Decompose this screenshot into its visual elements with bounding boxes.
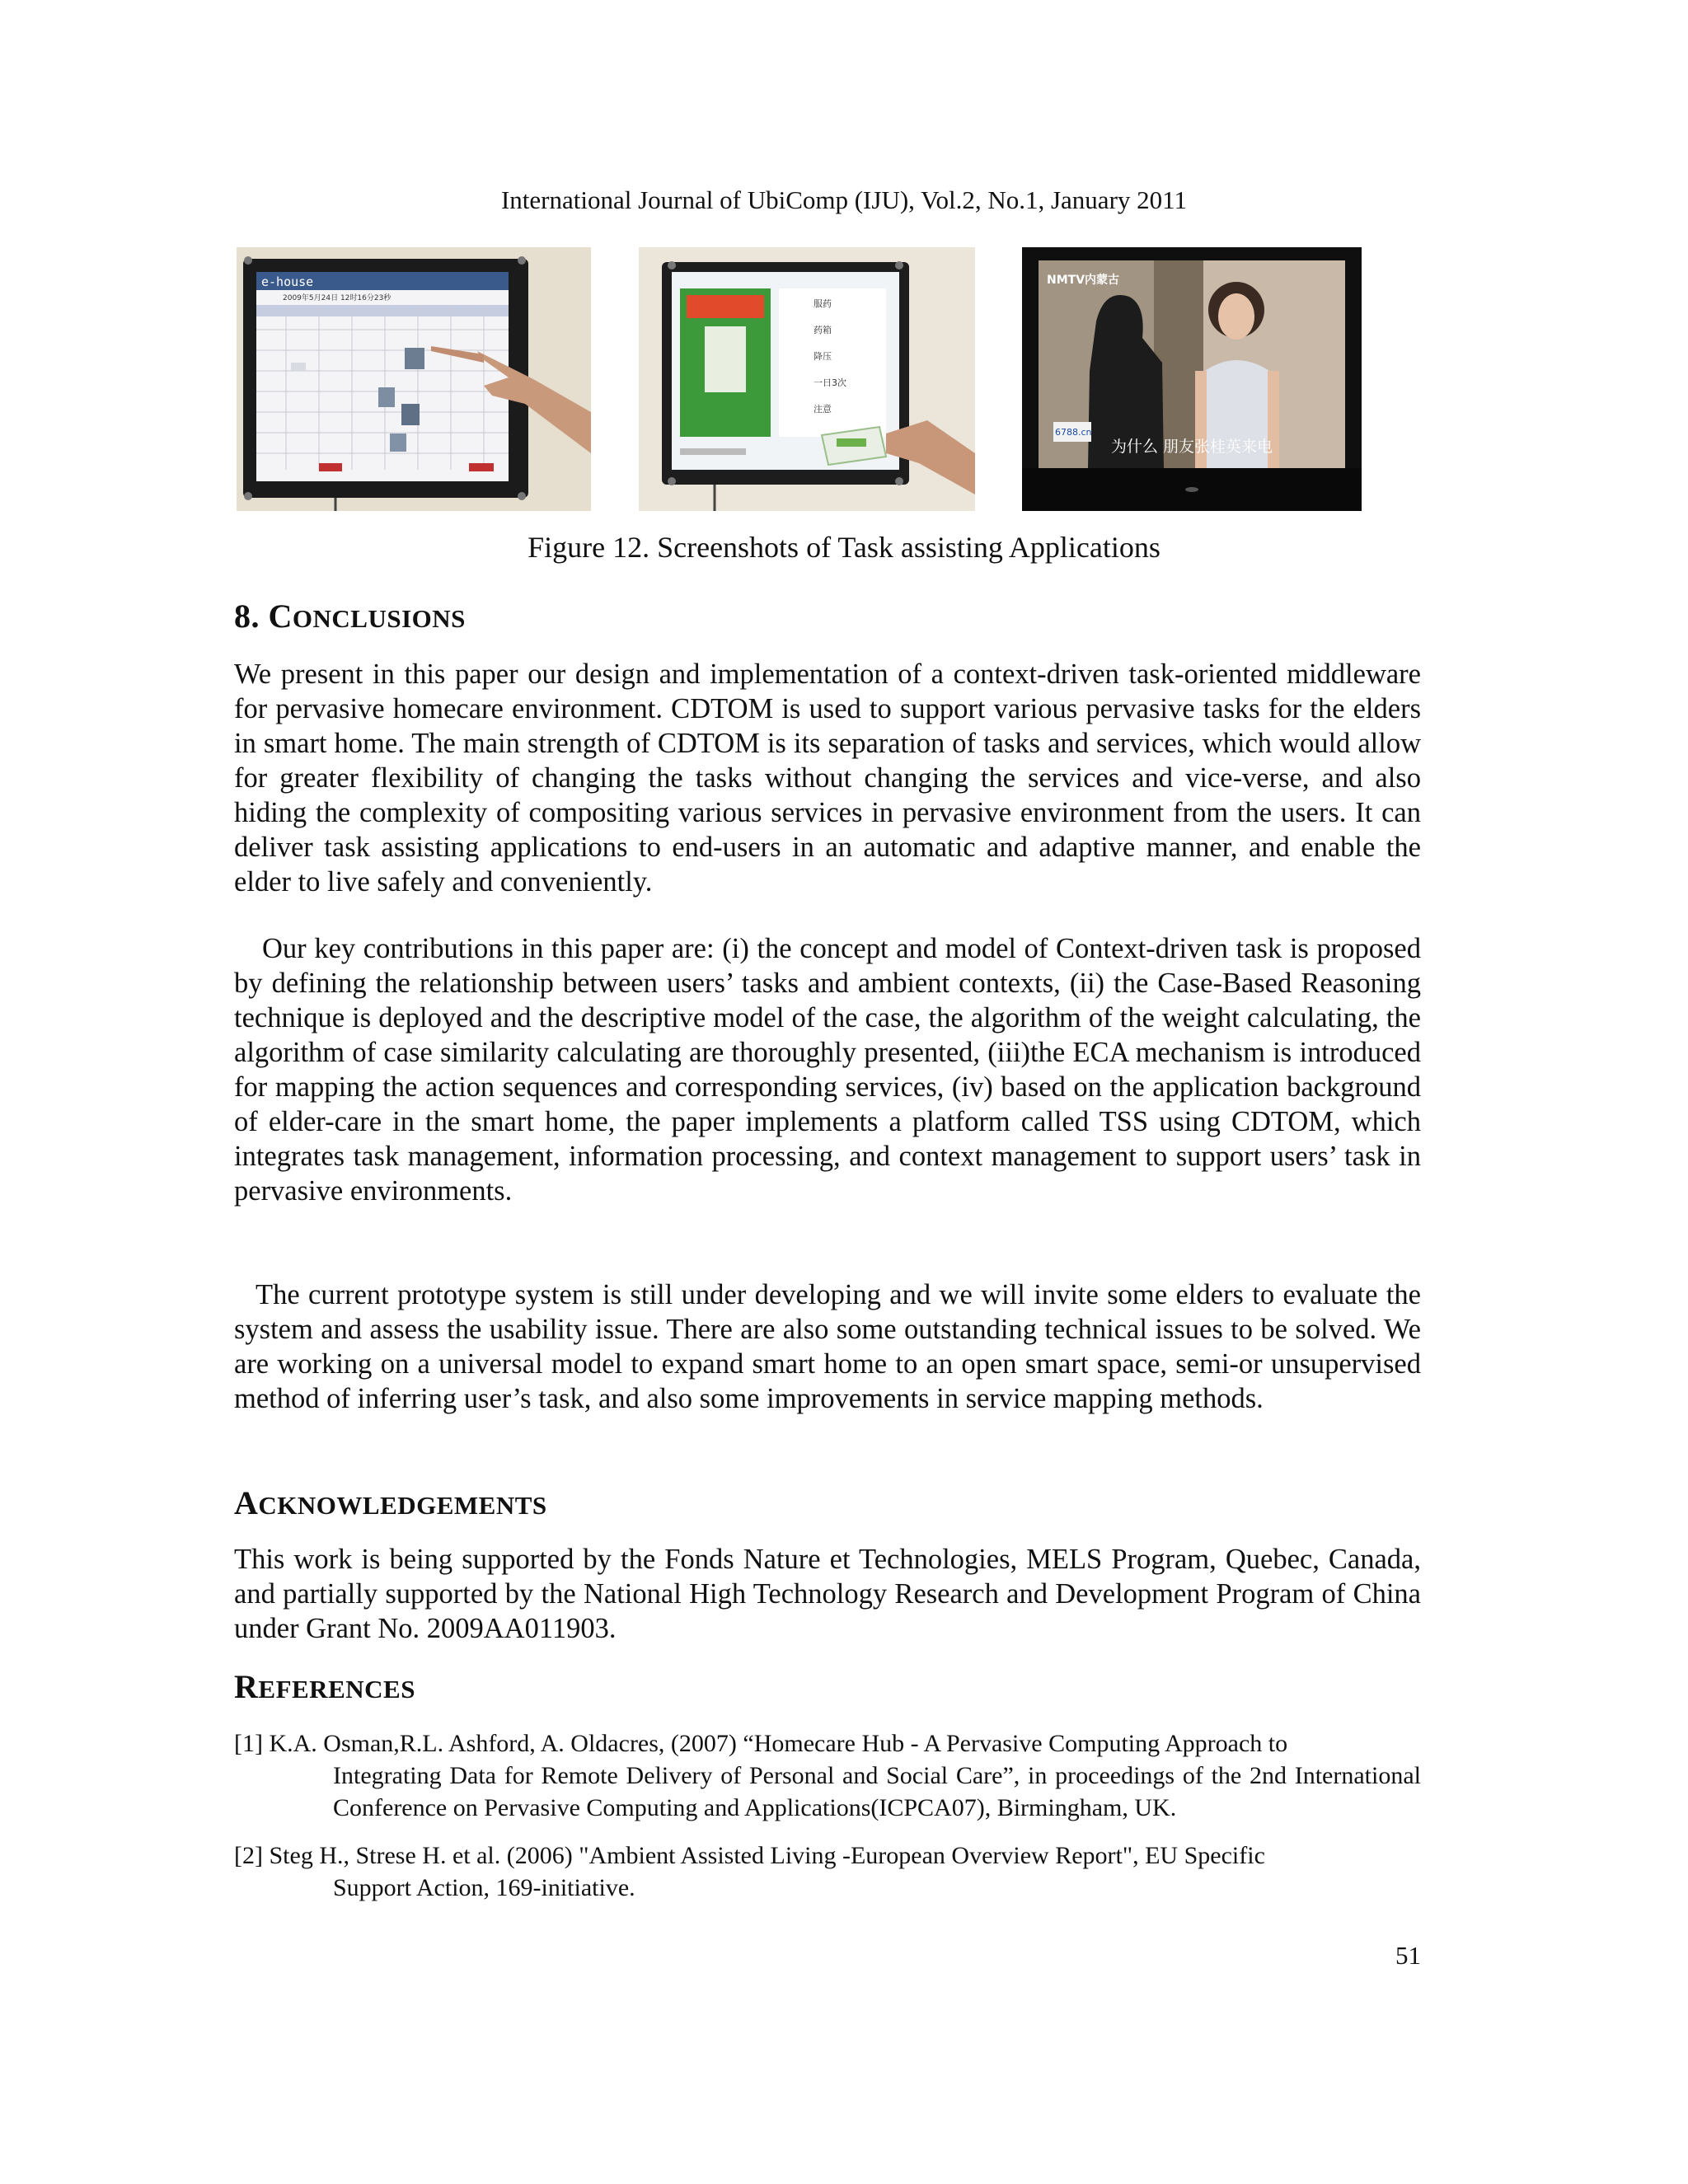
photo3-subtitle: 为什么 朋友张桂英来电 bbox=[1111, 438, 1273, 456]
photo2-label-4: 一日3次 bbox=[814, 377, 846, 388]
reference-2 bbox=[234, 1840, 1421, 1904]
photo-calendar-drawing bbox=[237, 247, 591, 511]
acknowledgements-heading-first: A bbox=[234, 1484, 259, 1521]
photo2-label-3: 降压 bbox=[814, 351, 832, 362]
photo1-screen-date: 2009年5月24日 12时16分23秒 bbox=[283, 294, 392, 302]
acknowledgements-paragraph: This work is being supported by the Fonds Nature et Technologies, MELS Program, Quebec, Canada, and partially supported by the National High Technology Research and Development Program of China under Grant No. 2009AA011903. bbox=[234, 1544, 1421, 1644]
acknowledgements-heading bbox=[234, 1483, 547, 1522]
photo-tv-drawing bbox=[1022, 247, 1362, 511]
photo2-label-5: 注意 bbox=[814, 404, 832, 415]
reference-2-continuation: Support Action, 169-initiative. bbox=[333, 1874, 635, 1901]
photo2-label-1: 服药 bbox=[814, 298, 832, 309]
acknowledgements-heading-rest: CKNOWLEDGEMENTS bbox=[258, 1491, 547, 1520]
page-number: 51 bbox=[1395, 1941, 1421, 1970]
references-heading-first: R bbox=[234, 1668, 259, 1705]
photo3-tv-logo: NMTV内蒙古 bbox=[1047, 274, 1120, 287]
photo-tv-notification bbox=[1022, 247, 1362, 511]
photo1-screen-title: e-house bbox=[261, 274, 314, 289]
reference-2-first-line: [2] Steg H., Strese H. et al. (2006) "Ambient Assisted Living -European Overview Report", EU Specific bbox=[234, 1842, 1265, 1869]
references-heading-rest: EFERENCES bbox=[258, 1675, 415, 1704]
photo-medicine-drawing bbox=[639, 247, 975, 511]
photo2-label-2: 药箱 bbox=[814, 325, 832, 335]
photo-medicine-assistant bbox=[639, 247, 975, 511]
figure-caption: Figure 12. Screenshots of Task assisting Applications bbox=[528, 531, 1160, 564]
reference-1-first-line: [1] K.A. Osman,R.L. Ashford, A. Oldacres, (2007) “Homecare Hub - A Pervasive Computing Approach to bbox=[234, 1730, 1288, 1757]
conclusions-paragraph-2: Our key contributions in this paper are: (i) the concept and model of Context-driven task is proposed by defining the relationship between users’ tasks and ambient contexts, (ii) the Case-Based Reasoning technique is deployed and the descriptive model of the case, the algorithm of the weight calculating, the algorithm of case similarity calculating are thoroughly presented, (iii)the ECA mechanism is introduced for mapping the action sequences and corresponding services, (iv) based on the application background of elder-care in the smart home, the paper implements a platform called TSS using CDTOM, which integrates task management, information processing, and context management to support users’ task in pervasive environments. bbox=[234, 933, 1421, 1207]
conclusions-heading-rest: ONCLUSIONS bbox=[292, 604, 466, 633]
conclusions-heading bbox=[234, 597, 466, 635]
photo-touchscreen-calendar bbox=[237, 247, 591, 511]
reference-1-continuation: Integrating Data for Remote Delivery of Personal and Social Care”, in proceedings of the 2nd International Conference on Pervasive Computing and Applications(ICPCA07), Birmingham, UK. bbox=[333, 1762, 1421, 1821]
conclusions-paragraph-1: We present in this paper our design and implementation of a context-driven task-oriented middleware for pervasive homecare environment. CDTOM is used to support various pervasive tasks for the elders in smart home. The main strength of CDTOM is its separation of tasks and services, which would allow for greater flexibility of changing the tasks without changing the services and vice-verse, and also hiding the complexity of compositing various services in pervasive environment from the users. It can deliver task assisting applications to end-users in an automatic and adaptive manner, and enable the elder to live safely and conveniently. bbox=[234, 658, 1421, 898]
conclusions-heading-num: 8. C bbox=[234, 598, 293, 635]
running-header: International Journal of UbiComp (IJU), Vol.2, No.1, January 2011 bbox=[500, 185, 1187, 214]
references-heading bbox=[234, 1667, 415, 1706]
reference-1 bbox=[234, 1727, 1421, 1824]
photo3-tag: 6788.cn bbox=[1055, 427, 1092, 438]
figure-12 bbox=[0, 247, 1688, 519]
conclusions-paragraph-3: The current prototype system is still under developing and we will invite some elders to evaluate the system and assess the usability issue. There are also some outstanding technical issues to be solved. We are working on a universal model to expand smart home to an open smart space, semi-or unsupervised method of inferring user’s task, and also some improvements in service mapping methods. bbox=[234, 1279, 1421, 1414]
